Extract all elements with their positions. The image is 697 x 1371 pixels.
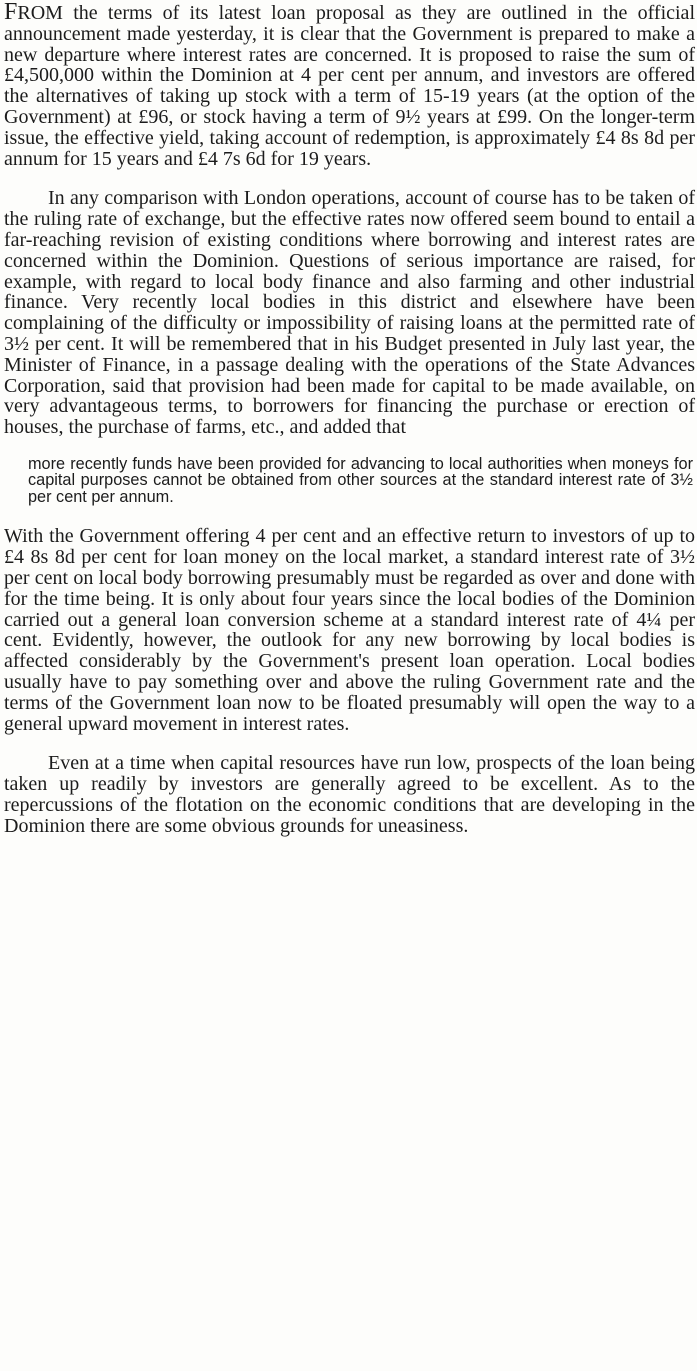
paragraph-3: With the Government offering 4 per cent and an effective return to investors of up to £4 8s 8d per cent for loan money on the local market, a standard interest rate of 3½ per cent on local body borrowing presumably must be regarded as over and done with for the time being. It is only about four years since the local bodies of the Dominion carried out a general loan conversion scheme at a standard interest rate of 4¼ per cent. Evidently, however, the outlook for any new borrowing by local bodies is affected considerably by the Government's present loan operation. Local bodies usually have to pay something over and above the ruling Government rate and the terms of the Government loan now to be floated presumably will open the way to a general upward movement in interest rates. bbox=[4, 525, 695, 735]
paragraph-4: Even at a time when capital resources have run low, prospects of the loan being taken up readily by investors are generally agreed to be excellent. As to the repercussions of the flotation on the economic conditions that are developing in the Dominion there are some obvious grounds for uneasiness. bbox=[4, 752, 695, 837]
block-quote: more recently funds have been provided for advancing to local authorities when moneys for capital purposes cannot be obtained from other sources at the standard interest rate of 3½ per cent per annum. bbox=[28, 454, 693, 506]
lead-text: the terms of its latest loan proposal as they are outlined in the official announcement made yesterday, it is clear that the Government is prepared to make a new departure where interest rates are concerned. It is proposed to raise the sum of £4,500,000 within the Dominion at 4 per cent per annum, and investors are offered the alternatives of taking up stock with a term of 15-19 years (at the option of the Government) at £96, or stock having a term of 9½ years at £99. On the longer-term issue, the effective yield, taking account of redemption, is approximately £4 8s 8d per annum for 15 years and £4 7s 6d for 19 years. bbox=[4, 2, 695, 170]
lead-smallcaps: ROM bbox=[17, 2, 63, 24]
paragraph-2: In any comparison with London operations, account of course has to be taken of the ruling rate of exchange, but the effective rates now offered seem bound to entail a far-reaching revision of existing conditions where borrowing and interest rates are concerned within the Dominion. Questions of serious importance are raised, for example, with regard to local body finance and also farming and other industrial finance. Very recently local bodies in this district and elsewhere have been complaining of the difficulty or impossibility of raising loans at the permitted rate of 3½ per cent. It will be remembered that in his Budget presented in July last year, the Minister of Finance, in a passage dealing with the operations of the State Advances Corporation, said that provision had been made for capital to be made available, on very advantageous terms, to borrowers for financing the purchase or erection of houses, the purchase of farms, etc., and added that bbox=[4, 187, 695, 439]
drop-cap: F bbox=[4, 0, 18, 25]
lead-paragraph bbox=[4, 2, 695, 169]
